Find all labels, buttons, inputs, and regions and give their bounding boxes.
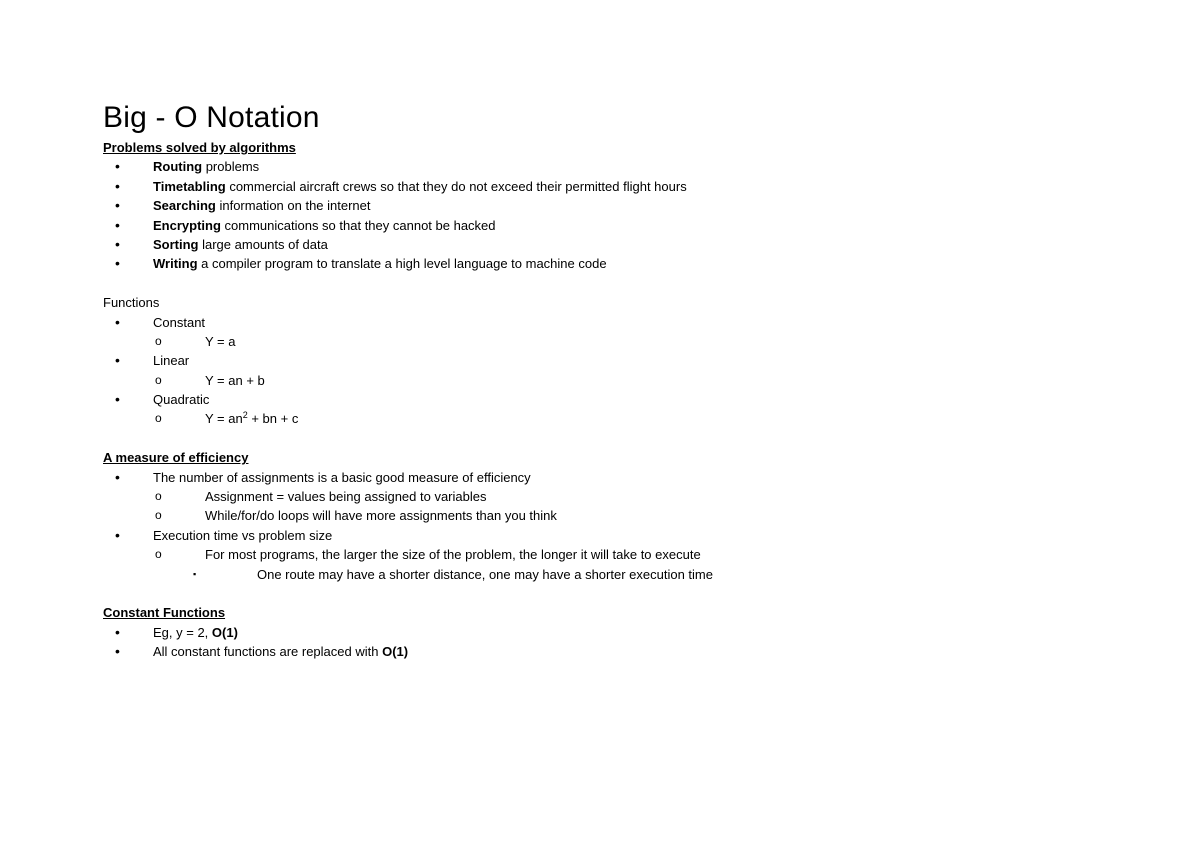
list-item <box>103 254 1103 273</box>
heading-problems: Problems solved by algorithms <box>103 140 296 155</box>
list-item <box>103 157 1103 176</box>
item-keyword: O(1) <box>211 624 238 640</box>
bullet-icon: • <box>115 526 120 543</box>
item-keyword: Sorting <box>153 236 199 252</box>
list-item <box>103 351 1103 370</box>
list-subitem <box>103 487 1103 506</box>
item-text: Assignment = values being assigned to variables <box>205 489 487 505</box>
item-keyword: O(1) <box>382 644 409 660</box>
function-formula: $Y = an^2$ + bn + c <box>205 410 299 427</box>
list-item <box>103 196 1103 215</box>
item-text: large amounts of data <box>198 236 328 252</box>
list-subitem <box>103 332 1103 351</box>
list-subitem <box>103 506 1103 525</box>
item-text: While/for/do loops will have more assignments than you think <box>205 508 557 524</box>
item-text: The number of assignments is a basic good measure of efficiency <box>153 469 531 485</box>
bullet-icon: • <box>115 352 120 369</box>
blank-line <box>103 274 1103 293</box>
item-text: One route may have a shorter distance, one may have a shorter execution time <box>257 566 713 582</box>
bullet-icon: • <box>115 623 120 640</box>
bullet-icon: • <box>115 255 120 272</box>
function-label: Quadratic <box>153 392 210 408</box>
page-title: Big - O Notation <box>103 101 320 134</box>
bullet-icon: • <box>115 177 120 194</box>
list-item <box>103 390 1103 409</box>
function-formula: Y = an + b <box>205 372 265 388</box>
blank-line <box>103 429 1103 448</box>
bullet-icon: • <box>115 643 120 660</box>
list-item <box>103 216 1103 235</box>
function-formula: Y = a <box>205 333 236 349</box>
list-subitem <box>103 409 1103 428</box>
bullet-icon: • <box>115 313 120 330</box>
list-subsubitem <box>103 565 1103 584</box>
list-subitem <box>103 545 1103 564</box>
list-item <box>103 235 1103 254</box>
list-subitem <box>103 371 1103 390</box>
item-text: problems <box>202 159 260 175</box>
square-bullet-icon: ▪ <box>193 568 197 579</box>
item-text: information on the internet <box>215 198 371 214</box>
item-text: commercial aircraft crews so that they do not exceed their permitted flight hours <box>225 178 687 194</box>
bullet-icon: • <box>115 391 120 408</box>
bullet-icon: • <box>115 216 120 233</box>
circle-bullet-icon: o <box>155 547 162 562</box>
item-keyword: Writing <box>153 256 198 272</box>
circle-bullet-icon: o <box>155 333 162 348</box>
circle-bullet-icon: o <box>155 508 162 523</box>
list-item <box>103 642 1103 661</box>
function-label: Linear <box>153 353 190 369</box>
item-text: All constant functions are replaced with <box>153 644 383 660</box>
list-item <box>103 526 1103 545</box>
circle-bullet-icon: o <box>155 489 162 504</box>
bullet-icon: • <box>115 197 120 214</box>
item-text: For most programs, the larger the size of the problem, the longer it will take to execute <box>205 547 701 563</box>
circle-bullet-icon: o <box>155 411 162 426</box>
item-text: Eg, y = 2, <box>153 624 212 640</box>
item-keyword: Routing <box>153 159 203 175</box>
item-text: communications so that they cannot be hacked <box>220 217 496 233</box>
blank-line <box>103 584 1103 603</box>
bullet-icon: • <box>115 468 120 485</box>
exponent: 2 <box>242 410 248 421</box>
item-keyword: Searching <box>153 198 216 214</box>
heading-constant-functions: Constant Functions <box>103 605 226 621</box>
item-keyword: Encrypting <box>153 217 221 233</box>
heading-efficiency: A measure of efficiency <box>103 450 249 466</box>
list-item <box>103 623 1103 642</box>
bullet-icon: • <box>115 158 120 175</box>
document-content <box>103 100 1103 662</box>
list-item <box>103 468 1103 487</box>
item-keyword: Timetabling <box>153 178 226 194</box>
circle-bullet-icon: o <box>155 372 162 387</box>
item-text: a compiler program to translate a high level language to machine code <box>197 256 607 272</box>
item-text: Execution time vs problem size <box>153 527 333 543</box>
heading-functions: Functions <box>103 295 160 311</box>
list-item <box>103 177 1103 196</box>
function-label: Constant <box>153 314 206 330</box>
bullet-icon: • <box>115 235 120 252</box>
list-item <box>103 313 1103 332</box>
